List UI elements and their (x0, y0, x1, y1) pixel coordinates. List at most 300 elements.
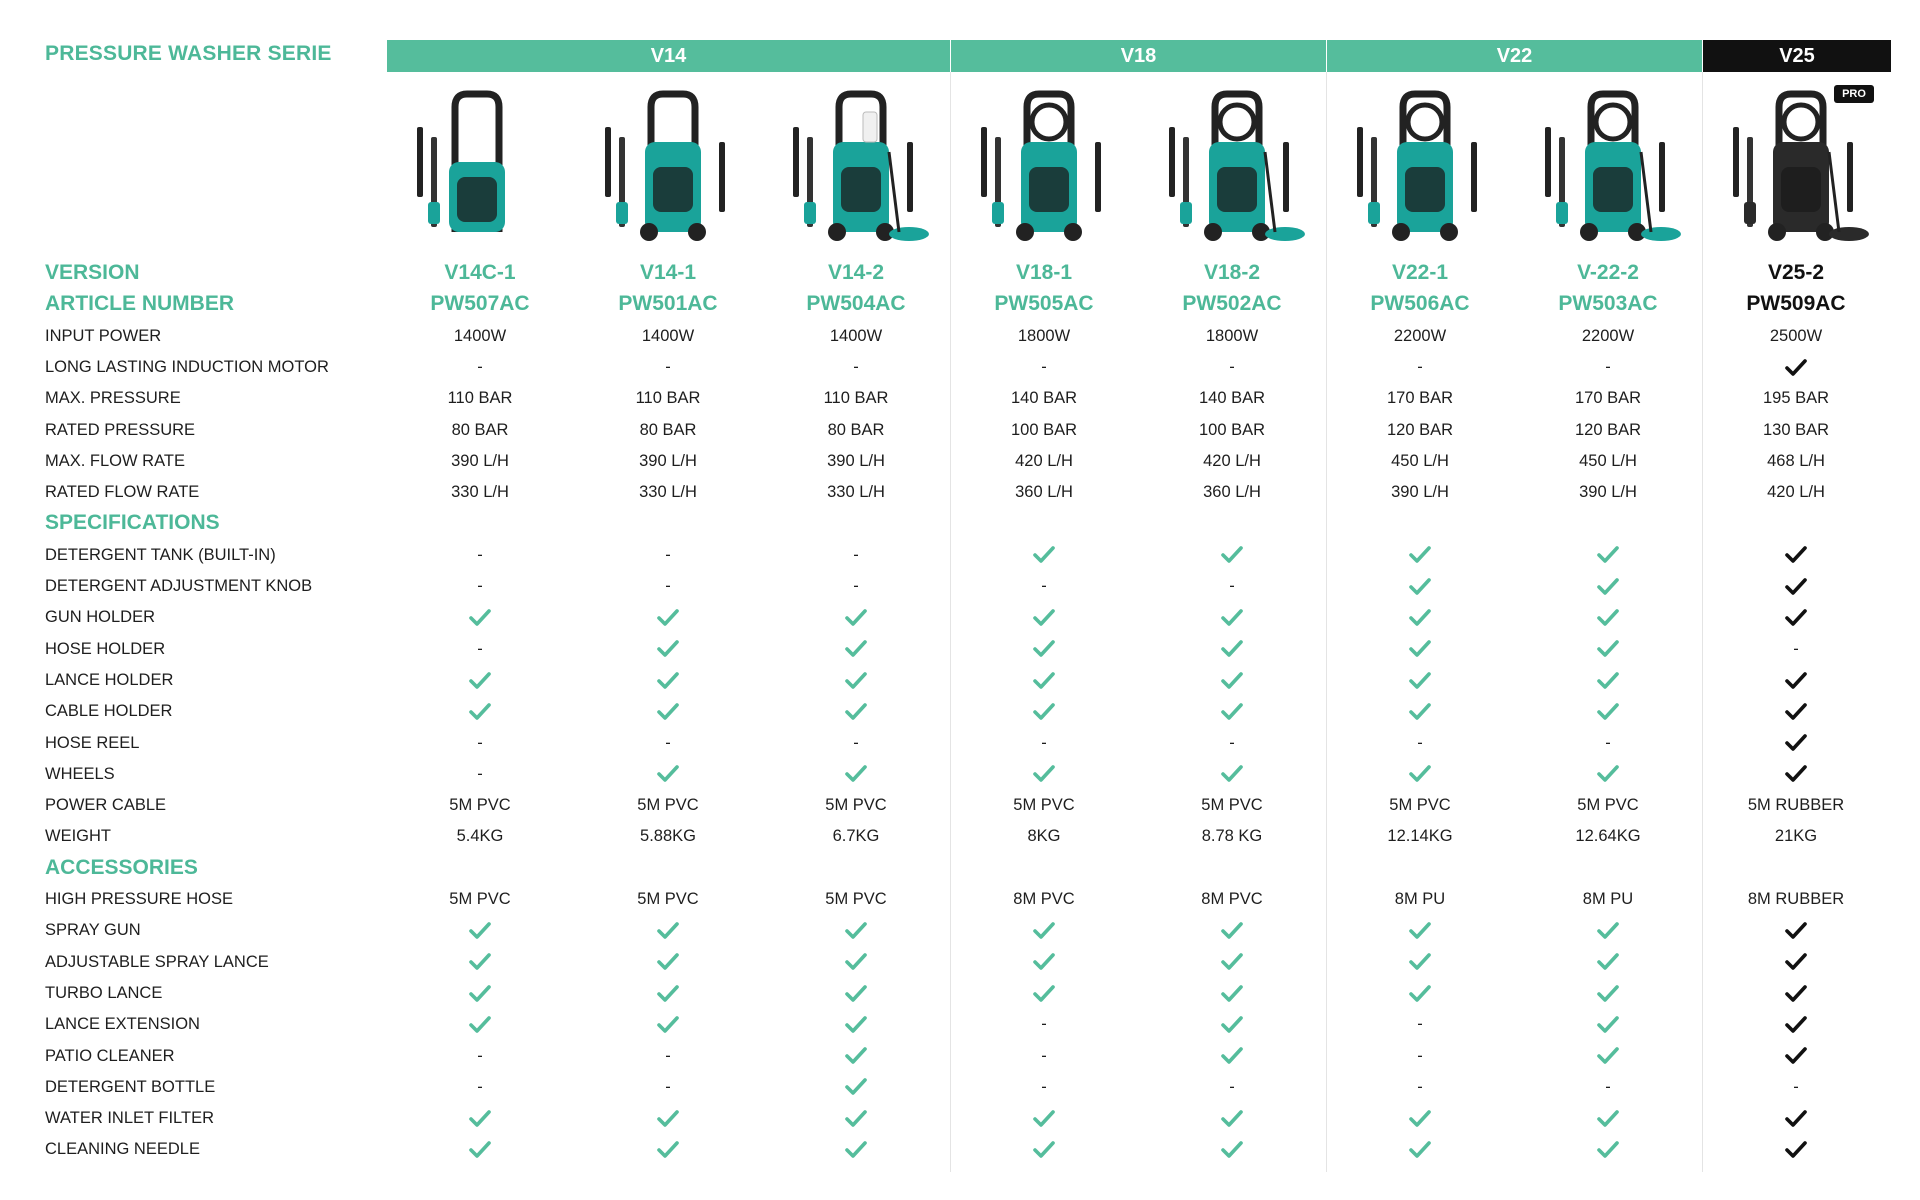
check-cell (588, 1136, 748, 1162)
check-cell (588, 917, 748, 943)
row-label: WEIGHT (45, 827, 111, 846)
check-cell (588, 698, 748, 724)
row-label: WATER INLET FILTER (45, 1109, 214, 1128)
check-cell (776, 1011, 936, 1037)
check-cell (1340, 698, 1500, 724)
check-cell (1716, 604, 1876, 630)
check-cell (1152, 1136, 1312, 1162)
check-icon (845, 703, 867, 721)
check-cell (400, 917, 560, 943)
check-icon (1409, 703, 1431, 721)
not-available-cell: - (477, 764, 483, 783)
check-icon (469, 922, 491, 940)
check-icon (845, 640, 867, 658)
check-icon (657, 703, 679, 721)
row-label: VERSION (45, 261, 140, 284)
row-label: HIGH PRESSURE HOSE (45, 890, 233, 908)
check-cell (776, 1105, 936, 1131)
check-cell (1716, 917, 1876, 943)
check-cell (964, 542, 1124, 568)
check-cell (776, 698, 936, 724)
not-available-cell: - (477, 1046, 483, 1065)
value-cell: 8M PU (1582, 890, 1634, 908)
not-available-cell: - (1229, 577, 1235, 595)
row-label: PATIO CLEANER (45, 1046, 175, 1065)
check-icon (1409, 765, 1431, 783)
row-label: CLEANING NEEDLE (45, 1140, 200, 1159)
check-icon (1785, 546, 1807, 564)
not-available-cell: - (477, 639, 483, 658)
check-icon (1597, 953, 1619, 971)
value-cell: 5M PVC (825, 890, 887, 908)
check-cell (1528, 604, 1688, 630)
check-icon (1221, 609, 1243, 627)
check-cell (1340, 573, 1500, 599)
value-cell: PW502AC (1182, 292, 1282, 316)
check-icon (845, 672, 867, 690)
check-cell (1340, 604, 1500, 630)
check-icon (1409, 922, 1431, 940)
check-icon (1409, 1110, 1431, 1128)
value-cell: 80 BAR (451, 420, 509, 439)
check-cell (1152, 980, 1312, 1006)
check-icon (1221, 985, 1243, 1003)
check-cell (400, 980, 560, 1006)
check-icon (1033, 1110, 1055, 1128)
check-icon (1033, 922, 1055, 940)
check-icon (469, 985, 491, 1003)
group-divider (950, 72, 951, 1172)
check-icon (1597, 640, 1619, 658)
check-icon (1409, 640, 1431, 658)
value-cell: 420 L/H (1015, 451, 1073, 470)
row-label: RATED PRESSURE (45, 420, 196, 439)
check-icon (1033, 985, 1055, 1003)
row-label: ARTICLE NUMBER (45, 292, 234, 316)
value-cell: V14C-1 (444, 261, 516, 284)
check-cell (1716, 1136, 1876, 1162)
value-cell: 110 BAR (447, 389, 513, 408)
check-cell (1340, 980, 1500, 1006)
value-cell: V-22-2 (1577, 261, 1639, 284)
check-cell (1340, 917, 1500, 943)
check-cell (1340, 636, 1500, 662)
check-icon (845, 922, 867, 940)
pressure-washer-v22-1-image (1345, 82, 1495, 244)
check-icon (657, 1016, 679, 1034)
not-available-cell: - (665, 577, 671, 595)
check-icon (1221, 765, 1243, 783)
not-available-cell: - (1229, 1077, 1235, 1096)
value-cell: 2500W (1769, 326, 1823, 345)
check-cell (1716, 573, 1876, 599)
check-icon (1597, 609, 1619, 627)
row-label: GUN HOLDER (45, 608, 156, 627)
not-available-cell: - (477, 357, 483, 376)
not-available-cell: - (1041, 1015, 1047, 1034)
check-cell (1716, 761, 1876, 787)
value-cell: 330 L/H (639, 483, 697, 502)
check-cell (964, 980, 1124, 1006)
value-cell: 1800W (1205, 326, 1259, 345)
check-cell (1528, 1011, 1688, 1037)
value-cell: 390 L/H (1579, 483, 1637, 502)
check-cell (1528, 698, 1688, 724)
value-cell: 8M PVC (1201, 890, 1263, 908)
pressure-washer-v14-1-image (593, 82, 743, 244)
check-icon (1409, 672, 1431, 690)
value-cell: 5.4KG (456, 827, 504, 846)
not-available-cell: - (1417, 733, 1423, 752)
value-cell: 170 BAR (1386, 389, 1454, 408)
check-cell (1340, 542, 1500, 568)
check-cell (588, 636, 748, 662)
check-cell (776, 761, 936, 787)
check-cell (1528, 761, 1688, 787)
check-icon (1785, 1047, 1807, 1065)
value-cell: 100 BAR (1010, 420, 1078, 439)
value-cell: 330 L/H (827, 483, 885, 502)
check-cell (1716, 980, 1876, 1006)
check-cell (1528, 1043, 1688, 1069)
check-cell (776, 1136, 936, 1162)
value-cell: 5M PVC (1013, 796, 1075, 815)
value-cell: 195 BAR (1762, 389, 1830, 408)
check-icon (1409, 953, 1431, 971)
check-cell (1340, 949, 1500, 975)
value-cell: 330 L/H (451, 483, 509, 502)
value-cell: 390 L/H (451, 451, 509, 470)
value-cell: V14-1 (639, 261, 697, 284)
value-cell: 390 L/H (827, 451, 885, 470)
check-cell (588, 667, 748, 693)
check-icon (1409, 985, 1431, 1003)
check-cell (1152, 542, 1312, 568)
check-cell (964, 1105, 1124, 1131)
check-cell (1716, 354, 1876, 380)
value-cell: 360 L/H (1015, 483, 1073, 502)
not-available-cell: - (1417, 1015, 1423, 1034)
not-available-cell: - (477, 733, 483, 752)
check-icon (469, 953, 491, 971)
group-header-v22: V22 (1327, 40, 1702, 72)
value-cell: 390 L/H (639, 451, 697, 470)
value-cell: 5M PVC (449, 796, 511, 815)
row-label: DETERGENT ADJUSTMENT KNOB (45, 577, 313, 595)
value-cell: 8.78 KG (1201, 827, 1263, 846)
not-available-cell: - (665, 357, 671, 376)
check-cell (1528, 667, 1688, 693)
value-cell: 5M PVC (637, 890, 699, 908)
check-icon (1597, 1141, 1619, 1159)
check-icon (657, 640, 679, 658)
pressure-washer-v25-2-image (1721, 82, 1871, 244)
value-cell: 1400W (641, 326, 695, 345)
check-icon (845, 1047, 867, 1065)
check-cell (588, 1105, 748, 1131)
value-cell: V22-1 (1391, 261, 1449, 284)
not-available-cell: - (853, 357, 859, 376)
check-icon (845, 1141, 867, 1159)
check-cell (1716, 1011, 1876, 1037)
section-heading: ACCESSORIES (45, 855, 198, 879)
pressure-washer-v18-1-image (969, 82, 1119, 244)
check-icon (845, 1016, 867, 1034)
value-cell: 140 BAR (1198, 389, 1266, 408)
check-cell (776, 1043, 936, 1069)
value-cell: 8KG (1027, 827, 1061, 846)
check-cell (1528, 542, 1688, 568)
not-available-cell: - (1417, 357, 1423, 376)
value-cell: 5M PVC (825, 796, 887, 815)
value-cell: 5M PVC (449, 890, 511, 908)
row-label: TURBO LANCE (45, 983, 163, 1002)
value-cell: 468 L/H (1767, 451, 1825, 470)
check-cell (1152, 917, 1312, 943)
check-icon (469, 1141, 491, 1159)
not-available-cell: - (477, 577, 483, 595)
check-cell (1528, 1105, 1688, 1131)
not-available-cell: - (477, 1077, 483, 1096)
value-cell: 450 L/H (1579, 451, 1637, 470)
row-label: HOSE REEL (45, 733, 140, 752)
value-cell: 110 BAR (635, 389, 701, 408)
value-cell: 80 BAR (827, 420, 885, 439)
value-cell: 100 BAR (1198, 420, 1266, 439)
check-icon (1785, 985, 1807, 1003)
value-cell: 360 L/H (1203, 483, 1261, 502)
value-cell: 5.88KG (640, 827, 696, 846)
check-cell (1528, 917, 1688, 943)
check-icon (469, 609, 491, 627)
check-icon (1221, 953, 1243, 971)
check-icon (1033, 1141, 1055, 1159)
value-cell: 1800W (1017, 326, 1071, 345)
row-label: DETERGENT BOTTLE (45, 1077, 216, 1096)
value-cell: V18-1 (1015, 261, 1073, 284)
check-cell (1340, 1136, 1500, 1162)
check-icon (1033, 765, 1055, 783)
check-icon (1597, 672, 1619, 690)
not-available-cell: - (665, 733, 671, 752)
check-icon (657, 672, 679, 690)
not-available-cell: - (1041, 357, 1047, 376)
value-cell: 140 BAR (1010, 389, 1078, 408)
check-icon (657, 953, 679, 971)
value-cell: 170 BAR (1574, 389, 1642, 408)
not-available-cell: - (1229, 357, 1235, 376)
row-label: POWER CABLE (45, 796, 167, 815)
row-label: CABLE HOLDER (45, 702, 173, 721)
pressure-washer-v14-2-image (781, 82, 931, 244)
not-available-cell: - (1417, 1046, 1423, 1065)
check-cell (1152, 1043, 1312, 1069)
check-icon (1597, 578, 1619, 596)
value-cell: 80 BAR (639, 420, 697, 439)
row-label: LANCE EXTENSION (45, 1015, 200, 1034)
check-cell (588, 949, 748, 975)
check-icon (657, 922, 679, 940)
group-header-v18: V18 (951, 40, 1326, 72)
check-cell (588, 604, 748, 630)
not-available-cell: - (1041, 1077, 1047, 1096)
check-icon (845, 765, 867, 783)
pressure-washer-v22-2-image (1533, 82, 1683, 244)
value-cell: V25-2 (1767, 261, 1825, 284)
check-icon (1785, 578, 1807, 596)
check-icon (845, 953, 867, 971)
check-icon (1221, 1110, 1243, 1128)
check-cell (1528, 636, 1688, 662)
value-cell: 450 L/H (1391, 451, 1449, 470)
check-cell (1716, 949, 1876, 975)
check-cell (1528, 573, 1688, 599)
row-label: ADJUSTABLE SPRAY LANCE (45, 952, 269, 971)
check-cell (776, 1074, 936, 1100)
section-heading: SPECIFICATIONS (45, 511, 220, 535)
check-icon (1409, 1141, 1431, 1159)
check-icon (1785, 1141, 1807, 1159)
check-cell (1340, 1105, 1500, 1131)
check-icon (1597, 703, 1619, 721)
check-cell (776, 636, 936, 662)
check-cell (1528, 1136, 1688, 1162)
value-cell: PW501AC (618, 292, 718, 316)
check-icon (1221, 546, 1243, 564)
check-icon (469, 703, 491, 721)
check-icon (1785, 1016, 1807, 1034)
value-cell: 5M RUBBER (1747, 796, 1845, 815)
value-cell: 5M PVC (1201, 796, 1263, 815)
not-available-cell: - (665, 1077, 671, 1096)
value-cell: 8M PVC (1013, 890, 1075, 908)
check-icon (657, 1110, 679, 1128)
check-cell (1340, 667, 1500, 693)
value-cell: 130 BAR (1762, 420, 1830, 439)
value-cell: 390 L/H (1391, 483, 1449, 502)
value-cell: 5M PVC (1389, 796, 1451, 815)
check-cell (1528, 949, 1688, 975)
not-available-cell: - (1041, 733, 1047, 752)
check-cell (400, 698, 560, 724)
check-cell (400, 949, 560, 975)
value-cell: PW504AC (806, 292, 906, 316)
value-cell: 12.14KG (1387, 827, 1453, 846)
check-cell (776, 949, 936, 975)
not-available-cell: - (853, 733, 859, 752)
group-divider (1326, 72, 1327, 1172)
check-icon (1221, 640, 1243, 658)
check-icon (1033, 546, 1055, 564)
pro-badge: PRO (1834, 85, 1874, 103)
value-cell: 110 BAR (823, 389, 889, 408)
check-cell (964, 636, 1124, 662)
check-cell (588, 980, 748, 1006)
check-icon (1597, 1110, 1619, 1128)
group-divider (1702, 72, 1703, 1172)
not-available-cell: - (1793, 1077, 1799, 1096)
check-cell (1716, 542, 1876, 568)
value-cell: 120 BAR (1386, 420, 1454, 439)
not-available-cell: - (853, 545, 859, 564)
value-cell: PW509AC (1746, 292, 1846, 316)
group-header-v14: V14 (387, 40, 950, 72)
check-cell (1152, 1011, 1312, 1037)
not-available-cell: - (477, 545, 483, 564)
value-cell: 8M RUBBER (1747, 890, 1845, 908)
value-cell: 2200W (1581, 326, 1635, 345)
value-cell: 5M PVC (637, 796, 699, 815)
check-cell (1528, 980, 1688, 1006)
check-cell (776, 667, 936, 693)
value-cell: PW503AC (1558, 292, 1658, 316)
check-cell (964, 698, 1124, 724)
row-label: LONG LASTING INDUCTION MOTOR (45, 357, 329, 376)
page-title: PRESSURE WASHER SERIE (45, 42, 332, 65)
check-icon (469, 672, 491, 690)
check-icon (1409, 578, 1431, 596)
check-cell (964, 917, 1124, 943)
check-icon (1785, 672, 1807, 690)
check-cell (1340, 761, 1500, 787)
pressure-washer-v14c-1-image (405, 82, 555, 244)
value-cell: V14-2 (827, 261, 885, 284)
check-icon (1597, 922, 1619, 940)
check-icon (1597, 546, 1619, 564)
check-cell (1152, 698, 1312, 724)
value-cell: 1400W (453, 326, 507, 345)
not-available-cell: - (853, 577, 859, 595)
check-cell (588, 761, 748, 787)
check-icon (1221, 672, 1243, 690)
check-icon (1033, 609, 1055, 627)
check-icon (845, 1078, 867, 1096)
not-available-cell: - (1041, 1046, 1047, 1065)
row-label: DETERGENT TANK (BUILT-IN) (45, 545, 276, 564)
check-cell (400, 1105, 560, 1131)
not-available-cell: - (1041, 577, 1047, 595)
value-cell: V18-2 (1203, 261, 1261, 284)
check-cell (776, 980, 936, 1006)
check-cell (964, 604, 1124, 630)
check-icon (1033, 703, 1055, 721)
check-icon (1409, 609, 1431, 627)
check-icon (1597, 1016, 1619, 1034)
check-icon (1221, 922, 1243, 940)
check-cell (400, 1011, 560, 1037)
row-label: HOSE HOLDER (45, 639, 166, 658)
check-cell (400, 1136, 560, 1162)
check-cell (1716, 1043, 1876, 1069)
check-cell (776, 917, 936, 943)
row-label: RATED FLOW RATE (45, 483, 200, 502)
value-cell: 2200W (1393, 326, 1447, 345)
check-icon (1597, 765, 1619, 783)
check-icon (1033, 672, 1055, 690)
check-cell (1152, 604, 1312, 630)
not-available-cell: - (1605, 733, 1611, 752)
check-icon (1409, 546, 1431, 564)
not-available-cell: - (1605, 1077, 1611, 1096)
check-icon (1221, 1016, 1243, 1034)
not-available-cell: - (1793, 639, 1799, 658)
check-icon (1033, 640, 1055, 658)
check-icon (1785, 953, 1807, 971)
check-cell (964, 761, 1124, 787)
row-label: SPRAY GUN (45, 921, 141, 940)
pressure-washer-v18-2-image (1157, 82, 1307, 244)
not-available-cell: - (1417, 1077, 1423, 1096)
